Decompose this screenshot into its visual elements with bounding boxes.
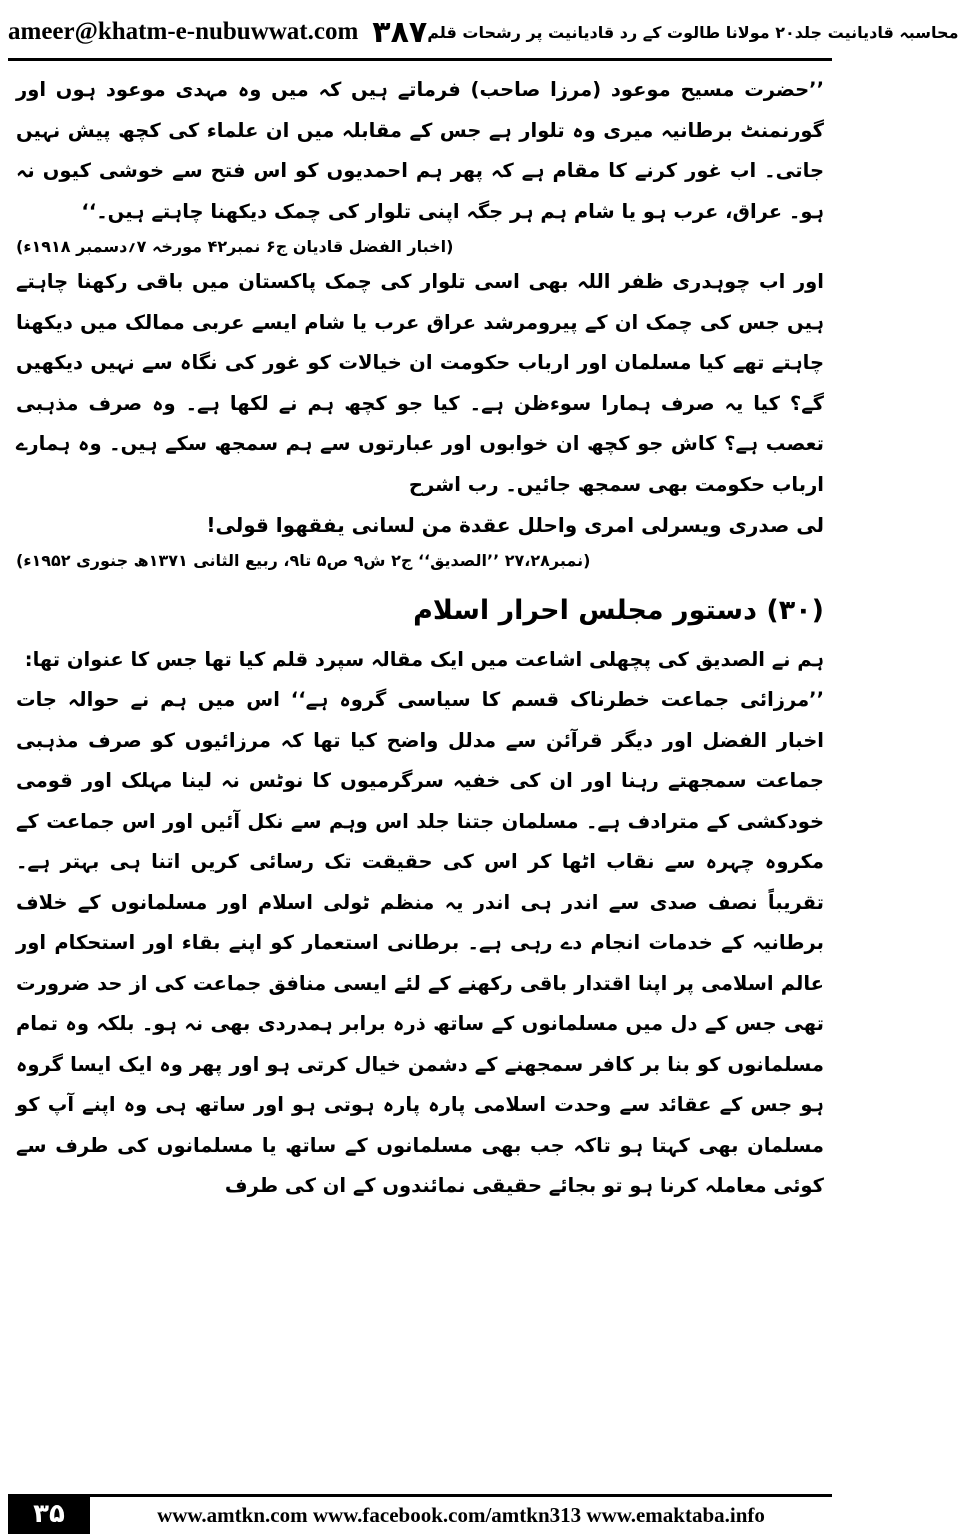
paragraph-4: ’’مرزائی جماعت خطرناک قسم کا سیاسی گروہ ہے‘‘ اس میں ہم نے حوالہ جات اخبار الفضل اور دیگر قرآئن سے مدلل واضح کیا تھا کہ مرزائیوں کو صرف مذہبی جماعت سمجھتے رہنا اور ان کی خفیہ سرگرمیوں کا نوٹس نہ لینا مہلک اور قومی خودکشی کے مترادف ہے۔ مسلمان جتنا جلد اس وہم سے نکل آئیں اور اس جماعت کے مکروہ چہرہ سے نقاب اٹھا کر اس کی حقیقت تک رسائی کریں اتنا ہی بہتر ہے۔ تقریباً نصف صدی سے اندر ہی اندر یہ منظم ٹولی اسلام اور مسلمانوں کے خلاف برطانیہ کے خدمات انجام دے رہی ہے۔ برطانی استعمار کو اپنے بقاء اور استحکام اور عالم اسلامی پر اپنا اقتدار باقی رکھنے کے لئے ایسی منافق جماعت کی از حد ضرورت تھی جس کے دل میں مسلمانوں کے ساتھ ذرہ برابر ہمدردی بھی نہ ہو۔ بلکہ وہ تمام مسلمانوں کو بنا بر کافر سمجھنے کے دشمن خیال کرتی ہو اور پھر وہ ایک ایسا گروہ ہو جس کے عقائد سے وحدت اسلامی پارہ پارہ ہوتی ہو اور ساتھ ہی وہ اپنے آپ کو مسلمان بھی کہتا ہو تاکہ جب بھی مسلمانوں کے ساتھ یا مسلمانوں کی طرف سے کوئی معاملہ کرنا ہو تو بجائے حقیقی نمائندوں کے ان کی طرف	[16, 688, 824, 1197]
quote-paragraph: ’’حضرت مسیح موعود (مرزا صاحب) فرماتے ہیں کہ میں وہ مہدی موعود ہوں اور گورنمنٹ برطانیہ میری وہ تلوار ہے جس کے مقابلہ میں ان علماء کی کچھ پیش نہیں جاتی۔ اب غور کرنے کا مقام ہے کہ پھر ہم احمدیوں کو اس فتح سے خوشی کیوں نہ ہو۔ عراق، عرب ہو یا شام ہم ہر جگہ اپنی تلوار کی چمک دیکھنا چاہتے ہیں۔‘‘	[16, 78, 824, 223]
page-body	[16, 70, 824, 1207]
citation-2: (نمبر۲۷،۲۸ ’’الصدیق‘‘ ج۲ ش۹ ص۵ تا۹، ربیع الثانی ۱۳۷۱ھ جنوری ۱۹۵۲ء)	[16, 550, 591, 570]
section-heading: (۳۰) دستور مجلس احرار اسلام	[413, 594, 824, 626]
footer-page-number: ۳۵	[8, 1494, 90, 1534]
page-footer	[8, 1494, 832, 1534]
paragraph-2: اور اب چوہدری ظفر اللہ بھی اسی تلوار کی چمک پاکستان میں باقی رکھنا چاہتے ہیں جس کی چمک ان کے پیرومرشد عراق عرب یا شام ایسے عربی ممالک میں دیکھنا چاہتے تھے کیا مسلمان اور ارباب حکومت ان خیالات کو غور کی نگاہ سے نہیں دیکھیں گے؟ کیا یہ صرف ہمارا سوءظن ہے۔ کیا جو کچھ ہم نے لکھا ہے۔ وہ صرف مذہبی تعصب ہے؟ کاش جو کچھ ان خوابوں اور عبارتوں سے ہم سمجھ سکے ہیں۔ وہ ہمارے ارباب حکومت بھی سمجھ جائیں۔ رب اشرح	[16, 270, 824, 496]
header-left	[8, 15, 427, 50]
footer-links: www.amtkn.com www.facebook.com/amtkn313 www.emaktaba.info	[90, 1494, 832, 1534]
citation-1: (اخبار الفضل قادیان ج۶ نمبر۴۲ مورخہ ۷؍دسمبر ۱۹۱۸ء)	[16, 237, 454, 256]
running-title: محاسبہ قادیانیت جلد۲۰ مولانا طالوت کے رد قادیانیت پر رشحات قلم	[427, 22, 958, 42]
page-header	[8, 6, 958, 61]
header-page-number: ۳۸۷	[372, 14, 428, 50]
arabic-prayer-line: لی صدری ویسرلی امری واحلل عقدة من لسانی یفقهوا قولی!	[206, 513, 824, 537]
header-email: ameer@khatm-e-nubuwwat.com	[8, 18, 359, 45]
paragraph-3: ہم نے الصدیق کی پچھلی اشاعت میں ایک مقالہ سپرد قلم کیا تھا جس کا عنوان تھا:	[24, 647, 824, 671]
